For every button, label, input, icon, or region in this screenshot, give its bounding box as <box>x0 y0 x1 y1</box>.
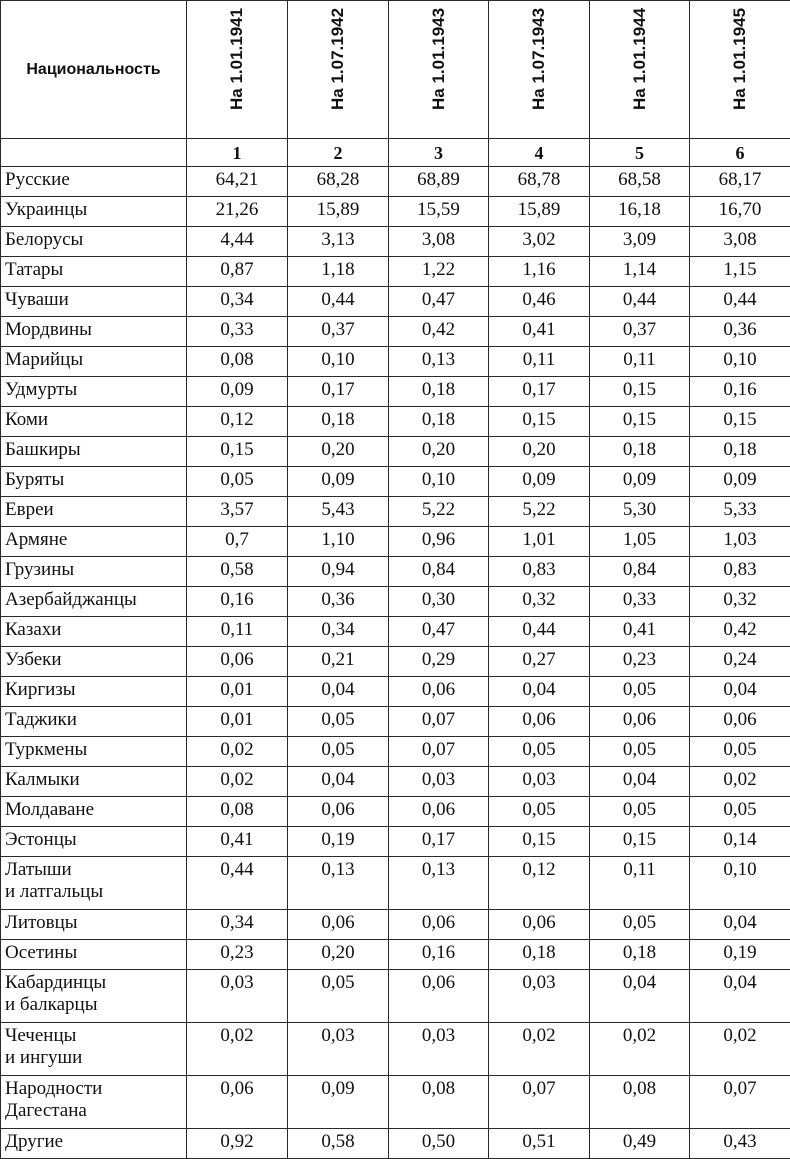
nationality-name: Мордвины <box>1 317 187 347</box>
percent-value: 0,08 <box>187 797 288 827</box>
percent-value: 0,34 <box>187 287 288 317</box>
nationality-name: Молдаване <box>1 797 187 827</box>
nationality-name: Туркмены <box>1 737 187 767</box>
percent-value: 0,15 <box>489 827 590 857</box>
percent-value: 0,13 <box>389 347 489 377</box>
nationality-name: Казахи <box>1 617 187 647</box>
percent-value: 68,17 <box>690 167 790 197</box>
table-row <box>1 257 790 287</box>
table-row <box>1 910 790 940</box>
percent-value: 0,10 <box>288 347 389 377</box>
percent-value: 0,03 <box>187 970 288 1023</box>
percent-value: 0,15 <box>590 827 690 857</box>
percent-value: 0,13 <box>389 857 489 910</box>
percent-value: 1,15 <box>690 257 790 287</box>
nationality-name: Народности Дагестана <box>1 1076 187 1129</box>
date-label: На 1.07.1943 <box>528 7 550 109</box>
percent-value: 0,34 <box>187 910 288 940</box>
percent-value: 3,13 <box>288 227 389 257</box>
table-row <box>1 407 790 437</box>
column-number: 5 <box>590 139 690 167</box>
percent-value: 0,15 <box>489 407 590 437</box>
percent-value: 0,20 <box>288 437 389 467</box>
percent-value: 15,89 <box>489 197 590 227</box>
nationality-name: Белорусы <box>1 227 187 257</box>
percent-value: 0,23 <box>590 647 690 677</box>
percent-value: 0,33 <box>590 587 690 617</box>
percent-value: 0,30 <box>389 587 489 617</box>
percent-value: 64,21 <box>187 167 288 197</box>
percent-value: 0,37 <box>288 317 389 347</box>
percent-value: 0,18 <box>489 940 590 970</box>
percent-value: 0,02 <box>187 737 288 767</box>
percent-value: 0,18 <box>590 940 690 970</box>
percent-value: 0,05 <box>288 707 389 737</box>
percent-value: 0,02 <box>187 1023 288 1076</box>
percent-value: 0,12 <box>187 407 288 437</box>
percent-value: 0,87 <box>187 257 288 287</box>
percent-value: 0,36 <box>690 317 790 347</box>
percent-value: 0,05 <box>489 797 590 827</box>
table-row <box>1 197 790 227</box>
nationality-name: Осетины <box>1 940 187 970</box>
percent-value: 0,7 <box>187 527 288 557</box>
percent-value: 0,03 <box>489 767 590 797</box>
percent-value: 0,21 <box>288 647 389 677</box>
table-row <box>1 737 790 767</box>
nationality-name: Армяне <box>1 527 187 557</box>
nationality-name: Калмыки <box>1 767 187 797</box>
percent-value: 0,15 <box>590 407 690 437</box>
percent-value: 1,03 <box>690 527 790 557</box>
percent-value: 0,83 <box>690 557 790 587</box>
date-header-4 <box>489 1 590 139</box>
percent-value: 0,11 <box>590 347 690 377</box>
table-row <box>1 767 790 797</box>
table-row <box>1 587 790 617</box>
table-row <box>1 287 790 317</box>
percent-value: 0,11 <box>590 857 690 910</box>
table-row <box>1 467 790 497</box>
table-body <box>1 167 790 1159</box>
column-number: 2 <box>288 139 389 167</box>
percent-value: 68,89 <box>389 167 489 197</box>
percent-value: 0,10 <box>690 347 790 377</box>
percent-value: 68,78 <box>489 167 590 197</box>
percent-value: 3,02 <box>489 227 590 257</box>
percent-value: 0,02 <box>187 767 288 797</box>
table-row <box>1 497 790 527</box>
column-number: 3 <box>389 139 489 167</box>
percent-value: 1,18 <box>288 257 389 287</box>
empty-cell <box>1 139 187 167</box>
percent-value: 0,02 <box>690 1023 790 1076</box>
percent-value: 0,44 <box>590 287 690 317</box>
percent-value: 0,05 <box>690 797 790 827</box>
percent-value: 0,08 <box>389 1076 489 1129</box>
table-row <box>1 347 790 377</box>
percent-value: 0,19 <box>288 827 389 857</box>
nationality-name: Азербайджанцы <box>1 587 187 617</box>
percent-value: 0,09 <box>288 1076 389 1129</box>
percent-value: 0,06 <box>187 647 288 677</box>
percent-value: 0,04 <box>690 677 790 707</box>
percent-value: 0,06 <box>288 910 389 940</box>
percent-value: 0,03 <box>389 767 489 797</box>
percent-value: 0,09 <box>489 467 590 497</box>
percent-value: 3,08 <box>690 227 790 257</box>
header-row <box>1 1 790 139</box>
nationality-name: Русские <box>1 167 187 197</box>
percent-value: 15,59 <box>389 197 489 227</box>
percent-value: 3,08 <box>389 227 489 257</box>
nationality-name: Буряты <box>1 467 187 497</box>
percent-value: 0,15 <box>690 407 790 437</box>
percent-value: 5,33 <box>690 497 790 527</box>
date-label: На 1.01.1943 <box>428 7 450 109</box>
date-header-3 <box>389 1 489 139</box>
percent-value: 0,10 <box>690 857 790 910</box>
table-row <box>1 1076 790 1129</box>
percent-value: 0,14 <box>690 827 790 857</box>
percent-value: 0,05 <box>690 737 790 767</box>
percent-value: 0,17 <box>389 827 489 857</box>
percent-value: 0,32 <box>489 587 590 617</box>
table-row <box>1 857 790 910</box>
percent-value: 0,04 <box>288 677 389 707</box>
percent-value: 0,50 <box>389 1129 489 1159</box>
percent-value: 0,06 <box>187 1076 288 1129</box>
percent-value: 0,06 <box>389 677 489 707</box>
percent-value: 1,16 <box>489 257 590 287</box>
percent-value: 15,89 <box>288 197 389 227</box>
percent-value: 0,44 <box>489 617 590 647</box>
percent-value: 68,28 <box>288 167 389 197</box>
table-row <box>1 227 790 257</box>
percent-value: 0,06 <box>389 910 489 940</box>
percent-value: 0,41 <box>489 317 590 347</box>
percent-value: 0,16 <box>389 940 489 970</box>
percent-value: 0,49 <box>590 1129 690 1159</box>
percent-value: 0,92 <box>187 1129 288 1159</box>
percent-value: 0,06 <box>489 910 590 940</box>
percent-value: 0,83 <box>489 557 590 587</box>
percent-value: 0,84 <box>389 557 489 587</box>
percent-value: 0,20 <box>489 437 590 467</box>
percent-value: 0,47 <box>389 287 489 317</box>
percent-value: 0,15 <box>187 437 288 467</box>
percent-value: 16,18 <box>590 197 690 227</box>
percent-value: 0,44 <box>288 287 389 317</box>
percent-value: 0,07 <box>690 1076 790 1129</box>
percent-value: 0,37 <box>590 317 690 347</box>
nationality-name: Евреи <box>1 497 187 527</box>
percent-value: 0,41 <box>590 617 690 647</box>
percent-value: 0,07 <box>489 1076 590 1129</box>
percent-value: 0,84 <box>590 557 690 587</box>
nationality-name: Литовцы <box>1 910 187 940</box>
percent-value: 0,03 <box>288 1023 389 1076</box>
percent-value: 0,07 <box>389 707 489 737</box>
percent-value: 0,06 <box>690 707 790 737</box>
percent-value: 0,08 <box>187 347 288 377</box>
percent-value: 0,41 <box>187 827 288 857</box>
table-row <box>1 827 790 857</box>
percent-value: 0,04 <box>690 910 790 940</box>
percent-value: 0,96 <box>389 527 489 557</box>
percent-value: 0,10 <box>389 467 489 497</box>
percent-value: 0,18 <box>590 437 690 467</box>
date-label: На 1.01.1944 <box>629 7 651 109</box>
nationality-name: Латыши и латгальцы <box>1 857 187 910</box>
percent-value: 0,05 <box>489 737 590 767</box>
nationality-name: Чеченцы и ингуши <box>1 1023 187 1076</box>
percent-value: 0,42 <box>690 617 790 647</box>
table-row <box>1 940 790 970</box>
percent-value: 0,20 <box>389 437 489 467</box>
percent-value: 0,03 <box>489 970 590 1023</box>
percent-value: 0,03 <box>389 1023 489 1076</box>
table-row <box>1 557 790 587</box>
table-row <box>1 1023 790 1076</box>
percent-value: 0,47 <box>389 617 489 647</box>
percent-value: 0,58 <box>187 557 288 587</box>
percent-value: 1,14 <box>590 257 690 287</box>
nationality-name: Татары <box>1 257 187 287</box>
percent-value: 0,20 <box>288 940 389 970</box>
percent-value: 0,15 <box>590 377 690 407</box>
percent-value: 0,33 <box>187 317 288 347</box>
nationality-name: Эстонцы <box>1 827 187 857</box>
date-header-2 <box>288 1 389 139</box>
percent-value: 0,24 <box>690 647 790 677</box>
percent-value: 0,05 <box>590 677 690 707</box>
percent-value: 0,04 <box>288 767 389 797</box>
percent-value: 0,04 <box>489 677 590 707</box>
percent-value: 21,26 <box>187 197 288 227</box>
percent-value: 0,06 <box>389 797 489 827</box>
percent-value: 0,43 <box>690 1129 790 1159</box>
table-row <box>1 707 790 737</box>
percent-value: 0,06 <box>389 970 489 1023</box>
nationality-name: Узбеки <box>1 647 187 677</box>
percent-value: 0,08 <box>590 1076 690 1129</box>
percent-value: 1,10 <box>288 527 389 557</box>
percent-value: 0,29 <box>389 647 489 677</box>
percent-value: 0,06 <box>489 707 590 737</box>
percent-value: 0,04 <box>690 970 790 1023</box>
percent-value: 0,44 <box>187 857 288 910</box>
percent-value: 1,01 <box>489 527 590 557</box>
percent-value: 0,18 <box>288 407 389 437</box>
percent-value: 3,57 <box>187 497 288 527</box>
percent-value: 4,44 <box>187 227 288 257</box>
percent-value: 0,05 <box>590 910 690 940</box>
percent-value: 1,05 <box>590 527 690 557</box>
column-number: 4 <box>489 139 590 167</box>
percent-value: 5,43 <box>288 497 389 527</box>
percent-value: 68,58 <box>590 167 690 197</box>
percent-value: 16,70 <box>690 197 790 227</box>
percent-value: 0,94 <box>288 557 389 587</box>
date-label: На 1.07.1942 <box>327 7 349 109</box>
nationality-name: Чуваши <box>1 287 187 317</box>
date-header-6 <box>690 1 790 139</box>
nationality-header: Национальность <box>1 1 187 139</box>
percent-value: 0,17 <box>288 377 389 407</box>
date-label: На 1.01.1941 <box>226 7 248 109</box>
percent-value: 5,22 <box>489 497 590 527</box>
percent-value: 0,06 <box>590 707 690 737</box>
percent-value: 0,05 <box>288 737 389 767</box>
nationality-name: Башкиры <box>1 437 187 467</box>
date-header-1 <box>187 1 288 139</box>
nationality-name: Киргизы <box>1 677 187 707</box>
percent-value: 0,32 <box>690 587 790 617</box>
nationality-name: Кабардинцы и балкарцы <box>1 970 187 1023</box>
nationality-name: Другие <box>1 1129 187 1159</box>
table-row <box>1 617 790 647</box>
table-row <box>1 970 790 1023</box>
percent-value: 0,11 <box>489 347 590 377</box>
percent-value: 0,01 <box>187 677 288 707</box>
percent-value: 0,34 <box>288 617 389 647</box>
percent-value: 0,09 <box>690 467 790 497</box>
percent-value: 0,19 <box>690 940 790 970</box>
percent-value: 0,09 <box>590 467 690 497</box>
percent-value: 0,05 <box>590 797 690 827</box>
nationality-name: Таджики <box>1 707 187 737</box>
column-number: 6 <box>690 139 790 167</box>
percent-value: 0,05 <box>590 737 690 767</box>
percent-value: 0,02 <box>489 1023 590 1076</box>
percent-value: 0,42 <box>389 317 489 347</box>
table-row <box>1 437 790 467</box>
percent-value: 0,04 <box>590 970 690 1023</box>
table-row <box>1 797 790 827</box>
percent-value: 0,05 <box>187 467 288 497</box>
percent-value: 0,51 <box>489 1129 590 1159</box>
nationality-name: Грузины <box>1 557 187 587</box>
percent-value: 0,02 <box>690 767 790 797</box>
percent-value: 0,02 <box>590 1023 690 1076</box>
percent-value: 1,22 <box>389 257 489 287</box>
percent-value: 0,13 <box>288 857 389 910</box>
table-row <box>1 677 790 707</box>
percent-value: 0,46 <box>489 287 590 317</box>
percent-value: 0,27 <box>489 647 590 677</box>
percent-value: 0,07 <box>389 737 489 767</box>
percent-value: 0,36 <box>288 587 389 617</box>
table-row <box>1 527 790 557</box>
nationality-name: Марийцы <box>1 347 187 377</box>
percent-value: 0,18 <box>389 377 489 407</box>
percent-value: 0,17 <box>489 377 590 407</box>
percent-value: 0,12 <box>489 857 590 910</box>
percent-value: 0,06 <box>288 797 389 827</box>
column-number: 1 <box>187 139 288 167</box>
date-label: На 1.01.1945 <box>729 7 751 109</box>
nationality-name: Украинцы <box>1 197 187 227</box>
percent-value: 0,58 <box>288 1129 389 1159</box>
percent-value: 0,04 <box>590 767 690 797</box>
table-row <box>1 167 790 197</box>
table-row <box>1 317 790 347</box>
percent-value: 3,09 <box>590 227 690 257</box>
percent-value: 0,18 <box>389 407 489 437</box>
percent-value: 0,01 <box>187 707 288 737</box>
percent-value: 0,11 <box>187 617 288 647</box>
percent-value: 0,09 <box>187 377 288 407</box>
nationality-name: Коми <box>1 407 187 437</box>
percent-value: 0,44 <box>690 287 790 317</box>
percent-value: 0,18 <box>690 437 790 467</box>
table-row <box>1 647 790 677</box>
percent-value: 0,23 <box>187 940 288 970</box>
column-number-row <box>1 139 790 167</box>
percent-value: 0,16 <box>187 587 288 617</box>
percent-value: 0,05 <box>288 970 389 1023</box>
nationality-name: Удмурты <box>1 377 187 407</box>
percent-value: 0,09 <box>288 467 389 497</box>
table-row <box>1 1129 790 1159</box>
percent-value: 5,30 <box>590 497 690 527</box>
date-header-5 <box>590 1 690 139</box>
percent-value: 5,22 <box>389 497 489 527</box>
percent-value: 0,16 <box>690 377 790 407</box>
table-row <box>1 377 790 407</box>
